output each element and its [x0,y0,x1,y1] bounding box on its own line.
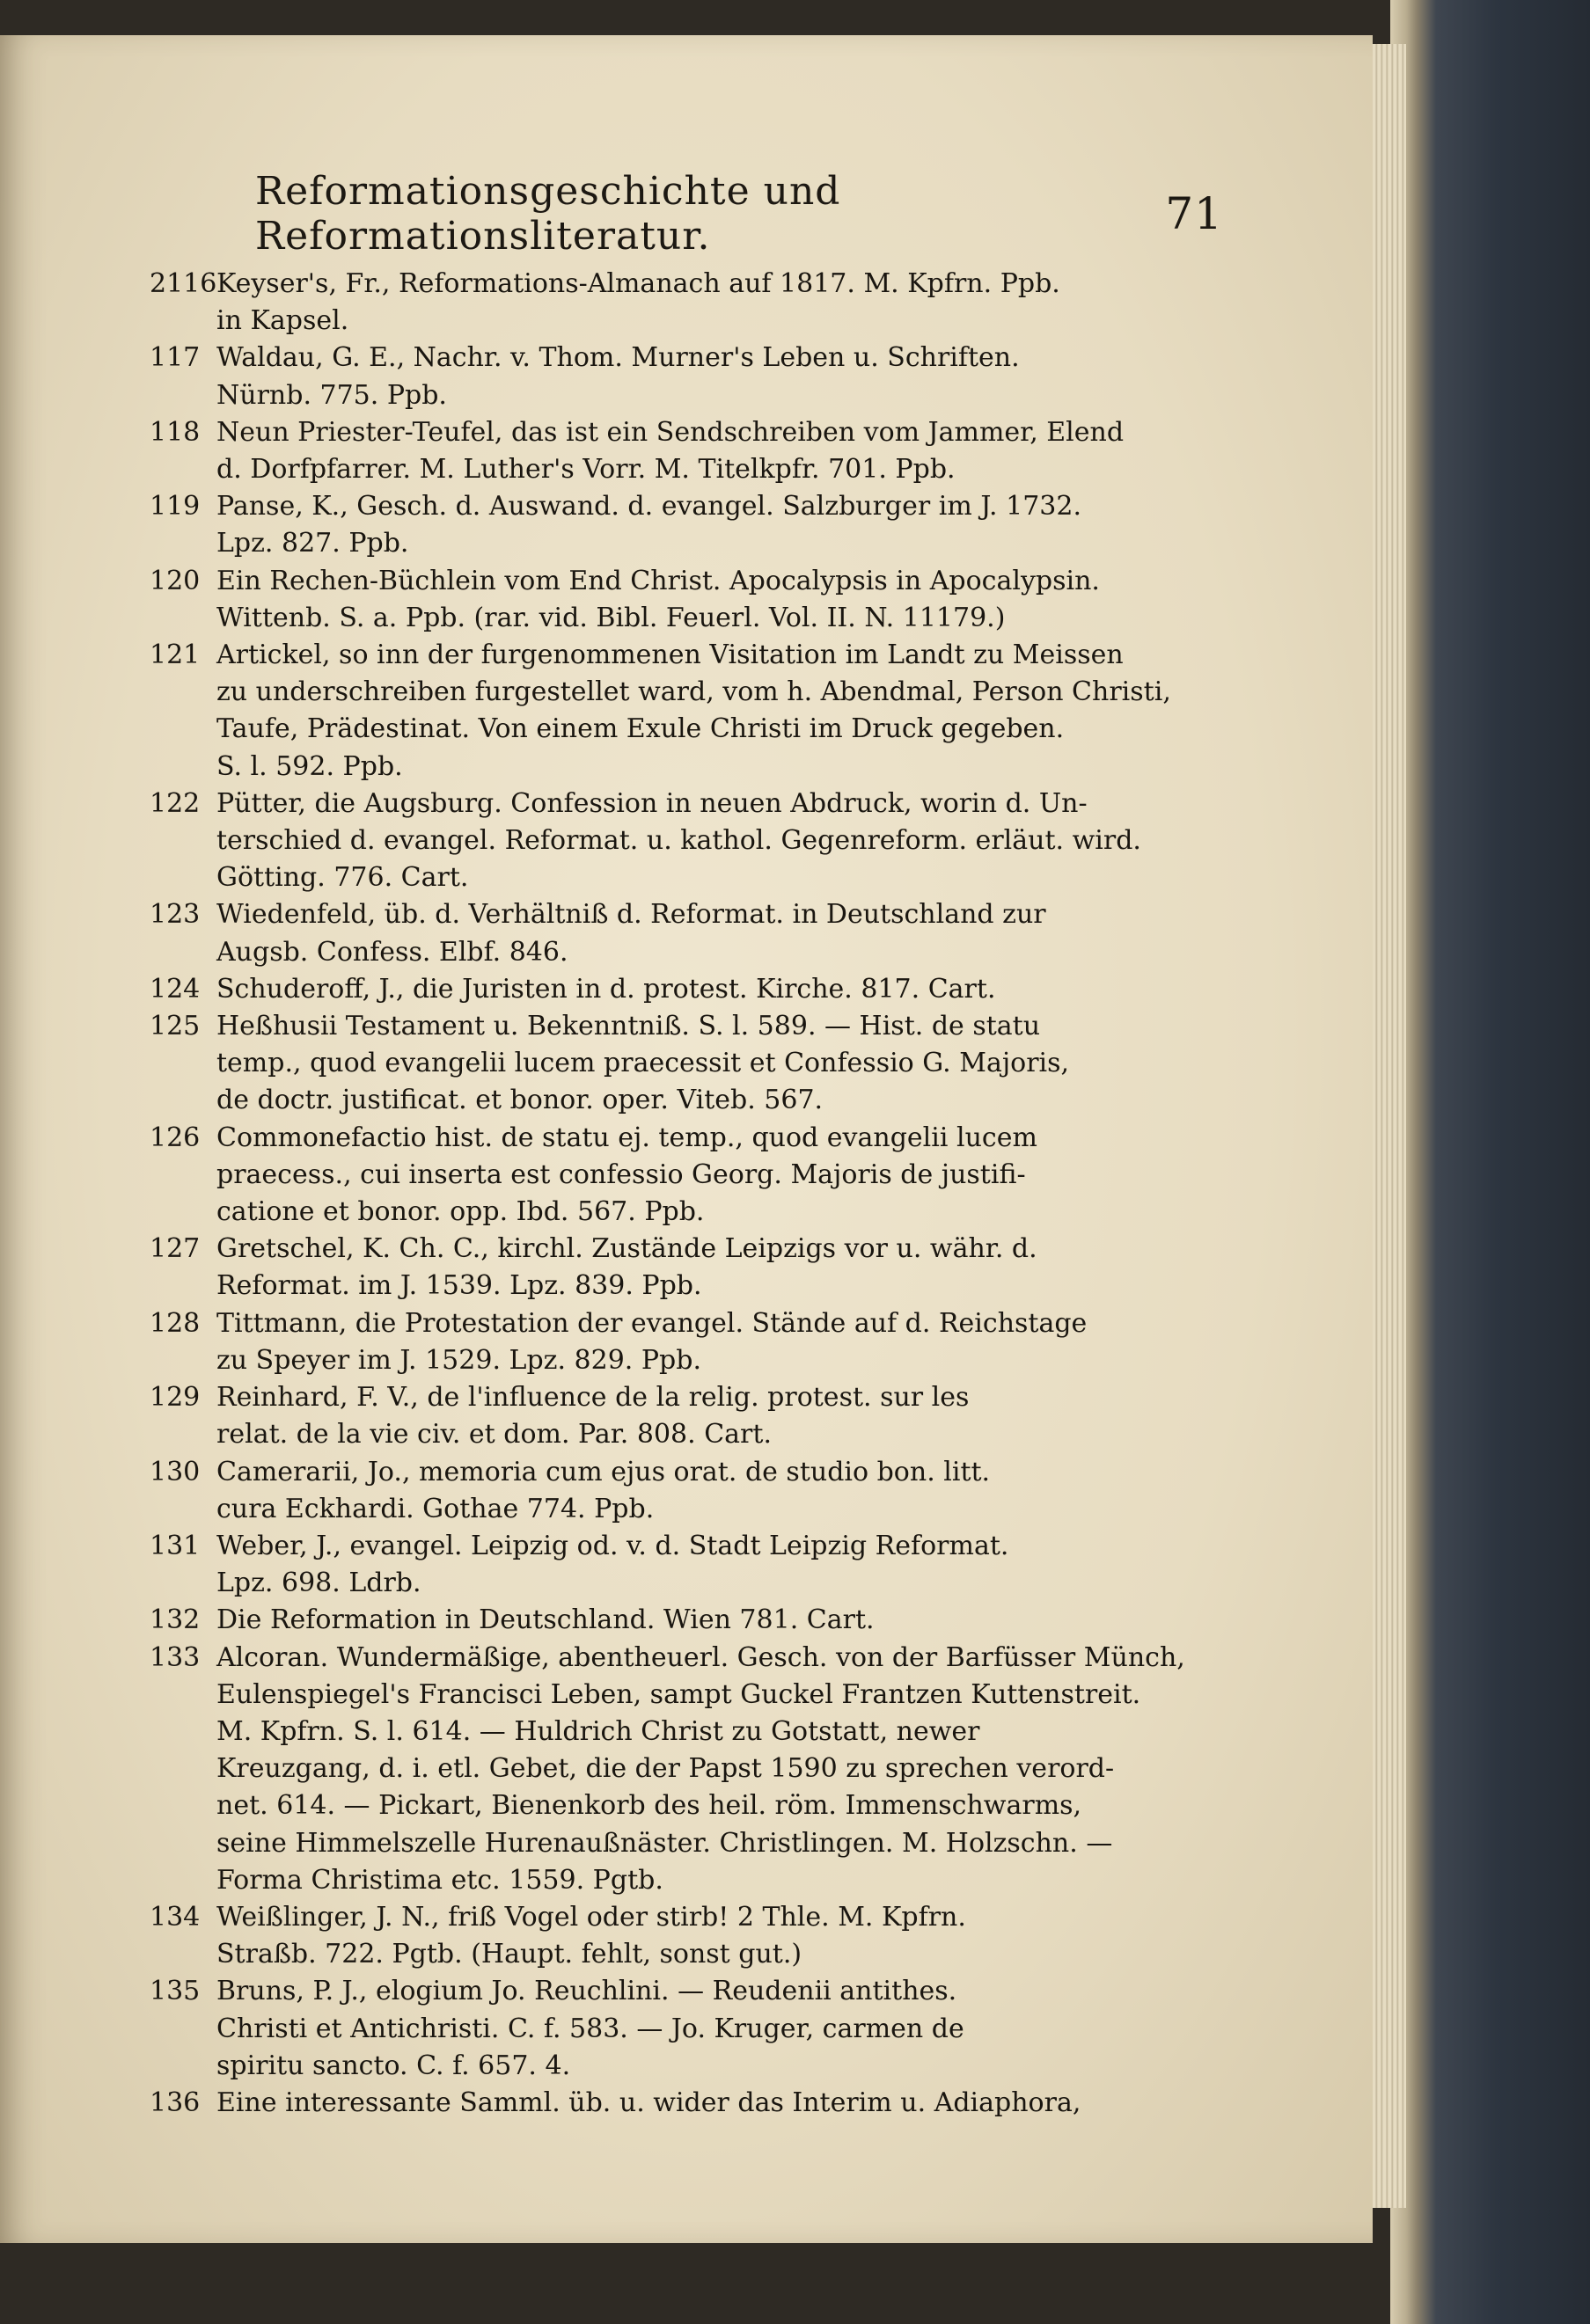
entry-number: 130 [150,1456,201,1487]
entry-number: 131 [150,1530,201,1561]
entry-text: Eine interessante Samml. üb. u. wider das Interim u. Adiaphora, [216,2086,1081,2118]
catalog-entry [150,1640,1236,1899]
entry-number: 129 [150,1382,201,1414]
entry-number: 2116 [150,268,217,299]
catalog-entry [150,1602,1236,1639]
entry-text: Alcoran. Wundermäßige, abentheuerl. Gesch. von der Barfüsser Münch, Eulenspiegel's Francisci Leben, sampt Guckel Frantzen Kuttenstreit. M. Kpfrn. S. l. 614. — Huldrich Christ zu Gotstatt, newer Kreuzgang, d. i. etl. Gebet, die der Papst 1590 zu sprechen verord- net. 614. — Pickart, Bienenkorb des heil. röm. Immenschwarms, seine Himmelszelle Hurenaußnäster. Christlingen. M. Holzschn. — Forma Christima etc. 1559. Pgtb. [216,1641,1185,1896]
entry-number: 122 [150,787,201,819]
entry-text: Ein Rechen-Büchlein vom End Christ. Apocalypsis in Apocalypsin. Wittenb. S. a. Ppb. (rar. vid. Bibl. Feuerl. Vol. II. N. 11179.) [216,565,1100,633]
entry-text: Wiedenfeld, üb. d. Verhältniß d. Reformat. in Deutschland zur Augsb. Confess. Elbf. 846. [216,899,1046,968]
entry-text: Reinhard, F. V., de l'influence de la relig. protest. sur les relat. de la vie civ. et dom. Par. 808. Cart. [216,1382,970,1451]
entry-number: 128 [150,1307,201,1339]
entry-number: 120 [150,565,201,596]
catalog-entry [150,266,1236,340]
entry-text: Weber, J., evangel. Leipzig od. v. d. Stadt Leipzig Reformat. Lpz. 698. Ldrb. [216,1530,1009,1599]
entry-text: Weißlinger, J. N., friß Vogel oder stirb! 2 Thle. M. Kpfrn. Straßb. 722. Pgtb. (Haupt. fehlt, sonst gut.) [216,1901,966,1970]
entry-number: 123 [150,899,201,931]
entry-number: 117 [150,342,201,374]
entry-number: 133 [150,1641,201,1673]
entry-number: 132 [150,1604,201,1636]
entry-number: 134 [150,1901,201,1933]
entry-text: Commonefactio hist. de statu ej. temp., quod evangelii lucem praecess., cui inserta est confessio Georg. Majoris de justifi- catione et bonor. opp. Ibd. 567. Ppb. [216,1122,1037,1228]
catalog-entry [150,488,1236,562]
entry-number: 126 [150,1122,201,1153]
catalog-entry [150,1305,1236,1379]
catalog-entry [150,786,1236,897]
entry-text: Die Reformation in Deutschland. Wien 781. Cart. [216,1604,875,1636]
entry-number: 136 [150,2086,201,2118]
catalog-entry [150,896,1236,970]
catalog-entry [150,971,1236,1008]
catalog-entry [150,1528,1236,1602]
catalog-entry [150,414,1236,488]
catalog-entry [150,1899,1236,1973]
entry-text: Heßhusii Testament u. Bekenntniß. S. l. 589. — Hist. de statu temp., quod evangelii lucem praecessit et Confessio G. Majoris, de doctr. justificat. et bonor. oper. Viteb. 567. [216,1011,1070,1116]
entry-text: Schuderoff, J., die Juristen in d. protest. Kirche. 817. Cart. [216,973,996,1005]
entry-text: Waldau, G. E., Nachr. v. Thom. Murner's Leben u. Schriften. Nürnb. 775. Ppb. [216,342,1020,411]
entry-text: Bruns, P. J., elogium Jo. Reuchlini. — Reudenii antithes. Christi et Antichristi. C. f. 583. — Jo. Kruger, carmen de spiritu sancto. C. f. 657. 4. [216,1976,964,2081]
catalog-entry [150,637,1236,786]
page-number: 71 [1165,188,1223,239]
running-header [255,169,1223,259]
catalog-entry [150,1379,1236,1453]
entry-text: Neun Priester-Teufel, das ist ein Sendschreiben vom Jammer, Elend d. Dorfpfarrer. M. Luther's Vorr. M. Titelkpfr. 701. Ppb. [216,416,1125,486]
catalog-entries [150,266,1236,2122]
catalog-entry [150,2085,1236,2122]
entry-text: Camerarii, Jo., memoria cum ejus orat. de studio bon. litt. cura Eckhardi. Gothae 774. Ppb. [216,1456,991,1524]
entry-text: Gretschel, K. Ch. C., kirchl. Zustände Leipzigs vor u. währ. d. Reformat. im J. 1539. Lpz. 839. Ppb. [216,1233,1037,1302]
entry-text: Tittmann, die Protestation der evangel. Stände auf d. Reichstage zu Speyer im J. 1529. Lpz. 829. Ppb. [216,1307,1088,1376]
catalog-entry [150,1120,1236,1231]
catalog-entry [150,1231,1236,1305]
entry-number: 124 [150,973,201,1005]
entry-number: 127 [150,1233,201,1265]
entry-number: 119 [150,491,201,523]
entry-text: Keyser's, Fr., Reformations-Almanach auf 1817. M. Kpfrn. Ppb. in Kapsel. [216,268,1060,337]
header-title: Reformationsgeschichte und Reformationsliteratur. [255,169,841,259]
entry-number: 121 [150,639,201,671]
catalog-entry [150,563,1236,637]
entry-text: Artickel, so inn der furgenommenen Visitation im Landt zu Meissen zu underschreiben furgestellet ward, vom h. Abendmal, Person Christi, Taufe, Prädestinat. Von einem Exule Christi im Druck gegeben. S. l. 592. Ppb. [216,639,1171,782]
catalog-entry [150,1008,1236,1120]
catalog-entry [150,1454,1236,1528]
entry-number: 118 [150,416,201,448]
entry-text: Panse, K., Gesch. d. Auswand. d. evangel. Salzburger im J. 1732. Lpz. 827. Ppb. [216,491,1081,559]
catalog-entry [150,1973,1236,2085]
book-page [0,35,1373,2243]
entry-number: 135 [150,1976,201,2007]
catalog-entry [150,340,1236,413]
entry-text: Pütter, die Augsburg. Confession in neuen Abdruck, worin d. Un- terschied d. evangel. Reformat. u. kathol. Gegenreform. erläut. wird. Götting. 776. Cart. [216,787,1141,894]
entry-number: 125 [150,1011,201,1042]
book-binding [1390,0,1590,2324]
